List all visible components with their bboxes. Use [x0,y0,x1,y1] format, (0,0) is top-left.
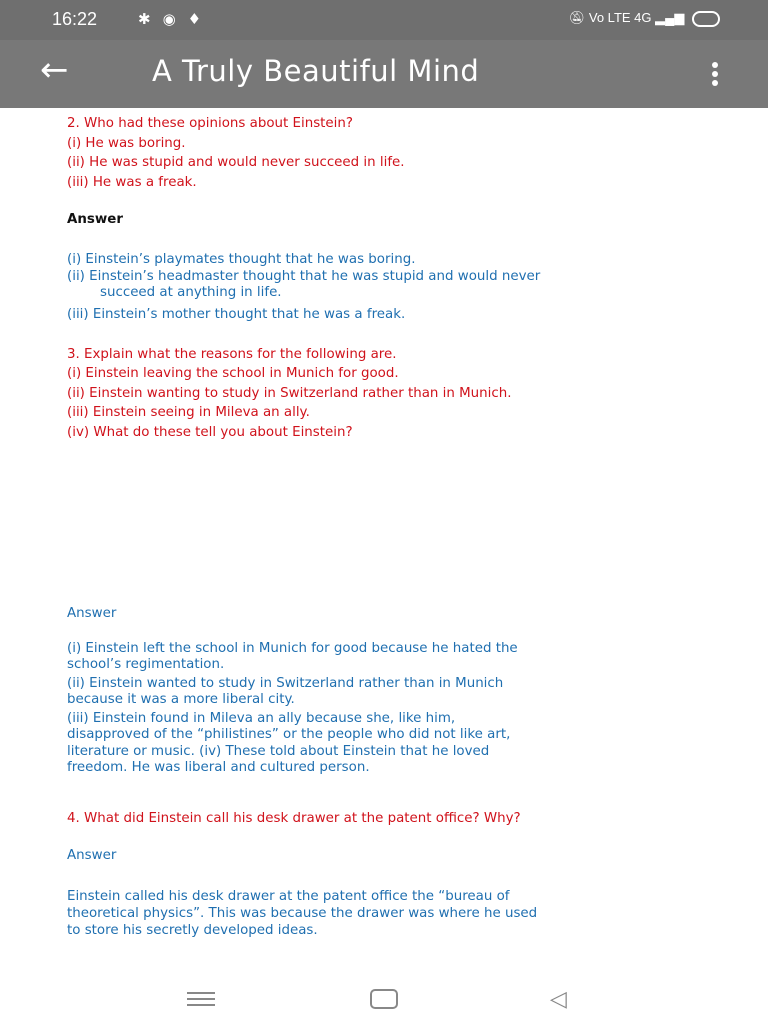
answer-heading-3: Answer [67,848,117,863]
status-time: 16:22 [52,9,98,29]
answer-heading-1: Answer [67,212,123,227]
home-icon[interactable] [370,989,398,1009]
a3-line-5: (iii) Einstein found in Mileva an ally because she, like him, [67,710,456,726]
system-nav-bar [0,975,768,1024]
back-triangle-icon[interactable]: ◁ [550,987,567,1012]
mute-icon: 🔕︎ [568,10,586,25]
network-label: Vo LTE 4G [588,10,652,25]
a4-line-1: Einstein called his desk drawer at the patent office the “bureau of [67,888,510,904]
a3-line-3: (ii) Einstein wanted to study in Switzerland rather than in Munich [67,675,504,691]
q2-item-3: (iii) He was a freak. [67,174,197,190]
more-vert-icon[interactable] [712,62,720,89]
a2-line-4: (iii) Einstein’s mother thought that he was a freak. [67,307,406,322]
q3-item-3: (iii) Einstein seeing in Mileva an ally. [67,405,310,420]
status-bar [0,0,768,40]
messenger-icon: ◉ [162,10,188,28]
settings-icon: ✱ [138,10,163,28]
signal-icon: ▂▄▆ [655,10,685,25]
a3-line-4: because it was a more liberal city. [67,692,295,707]
app-bar [0,40,768,108]
back-arrow-icon[interactable]: ← [40,50,69,90]
document-content [67,114,707,939]
a4-line-3: to store his secretly developed ideas. [67,922,318,938]
a4-line-2: theoretical physics”. This was because the drawer was where he used [67,905,538,921]
page-title: A Truly Beautiful Mind [152,54,480,88]
q2-item-1: (i) He was boring. [67,135,186,151]
a2-line-3: succeed at anything in life. [100,285,282,300]
question-4: 4. What did Einstein call his desk drawer at the patent office? Why? [67,810,521,826]
a2-line-1: (i) Einstein’s playmates thought that he was boring. [67,251,416,267]
q2-item-2: (ii) He was stupid and would never succeed in life. [67,155,405,170]
question-2: 2. Who had these opinions about Einstein? [67,116,353,131]
a3-line-6: disapproved of the “philistines” or the people who did not like art, [67,727,511,742]
battery-icon [692,11,720,27]
q3-item-1: (i) Einstein leaving the school in Munich for good. [67,366,399,381]
status-left-icons [138,10,213,28]
a3-line-2: school’s regimentation. [67,657,225,672]
recents-icon[interactable] [187,992,215,1010]
q3-item-4: (iv) What do these tell you about Einstein? [67,424,353,440]
q3-item-2: (ii) Einstein wanting to study in Switzerland rather than in Munich. [67,385,512,401]
a3-line-1: (i) Einstein left the school in Munich for good because he hated the [67,640,518,656]
status-right-icons [569,10,720,27]
a2-line-2: (ii) Einstein’s headmaster thought that he was stupid and would never [67,269,541,284]
question-3: 3. Explain what the reasons for the following are. [67,346,397,362]
a3-line-7: literature or music. (iv) These told about Einstein that he loved [67,743,490,759]
a3-line-8: freedom. He was liberal and cultured person. [67,760,370,775]
location-icon: ♦ [187,10,214,28]
answer-heading-2: Answer [67,606,117,621]
